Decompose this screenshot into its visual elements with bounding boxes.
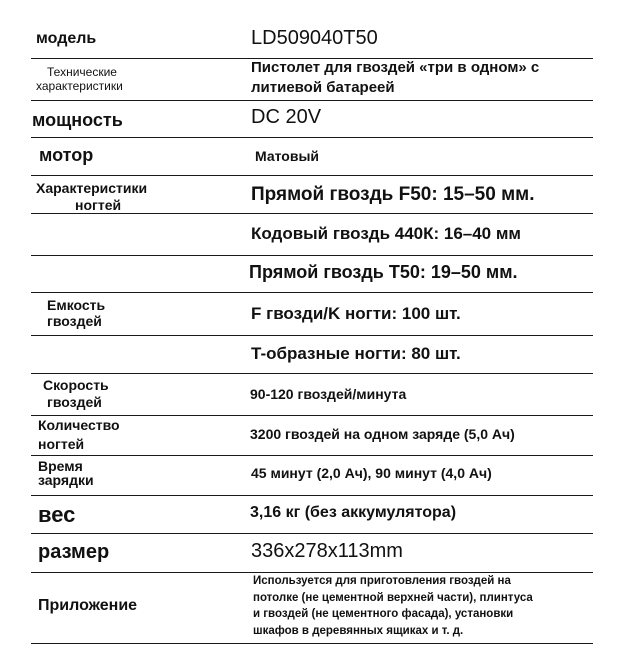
weight-value: 3,16 кг (без аккумулятора) <box>250 504 457 521</box>
power-label: мощность <box>32 110 123 130</box>
speed-label-line2: гвоздей <box>47 394 102 410</box>
divider <box>31 455 593 456</box>
app-value-line1: Используется для приготовления гвоздей на <box>253 575 511 587</box>
specs-value-line2: литиевой батареей <box>251 79 395 96</box>
weight-label: вес <box>38 502 76 527</box>
app-value-line3: и гвоздей (не цементного фасада), установки <box>253 608 514 620</box>
divider <box>31 495 593 496</box>
app-value <box>253 573 533 639</box>
app-label: Приложение <box>38 597 138 614</box>
nails-value-2: Кодовый гвоздь 440К: 16–40 мм <box>251 224 522 243</box>
capacity-value-2: T-образные ногти: 80 шт. <box>251 344 461 363</box>
count-label-line2: ногтей <box>38 436 85 452</box>
divider <box>31 415 593 416</box>
count-label-line1: Количество <box>38 417 120 433</box>
model-label: модель <box>36 30 97 47</box>
motor-value: Матовый <box>255 148 320 164</box>
charge-label-line2: зарядки <box>38 472 94 488</box>
count-value: 3200 гвоздей на одном заряде (5,0 Ач) <box>250 426 515 442</box>
specs-label-line1: Технические <box>47 65 117 79</box>
size-label: размер <box>38 541 110 563</box>
app-value-line4: шкафов в деревянных ящиках и т. д. <box>253 624 464 637</box>
divider <box>31 533 593 534</box>
capacity-label-line1: Емкость <box>47 297 106 313</box>
charge-label-line1: Время <box>38 458 83 474</box>
nails-value-3: Прямой гвоздь T50: 19–50 мм. <box>249 262 518 282</box>
divider <box>31 100 593 101</box>
power-value: DC 20V <box>251 106 322 128</box>
capacity-value-1: F гвозди/K ногти: 100 шт. <box>251 304 461 323</box>
specs-label-line2: характеристики <box>36 79 123 93</box>
nails-label-line2: ногтей <box>75 197 122 213</box>
divider <box>31 137 593 138</box>
divider <box>31 213 593 214</box>
charge-value: 45 минут (2,0 Ач), 90 минут (4,0 Ач) <box>251 465 492 481</box>
divider <box>31 335 593 336</box>
divider <box>31 175 593 176</box>
motor-label: мотор <box>39 145 94 165</box>
model-value: LD509040T50 <box>251 27 378 49</box>
divider <box>31 255 593 256</box>
nails-value-1: Прямой гвоздь F50: 15–50 мм. <box>251 184 535 205</box>
divider <box>31 643 593 644</box>
app-value-line2: потолке (не цементной верхней части), плинтуса <box>253 591 533 604</box>
specs-value-line1: Пистолет для гвоздей «три в одном» с <box>251 59 540 76</box>
divider <box>31 373 593 374</box>
nails-label-line1: Характеристики <box>36 180 148 196</box>
speed-value: 90-120 гвоздей/минута <box>250 386 407 402</box>
speed-label-line1: Скорость <box>43 377 109 393</box>
divider <box>31 292 593 293</box>
capacity-label-line2: гвоздей <box>47 313 102 329</box>
size-value: 336x278x113mm <box>251 540 403 562</box>
